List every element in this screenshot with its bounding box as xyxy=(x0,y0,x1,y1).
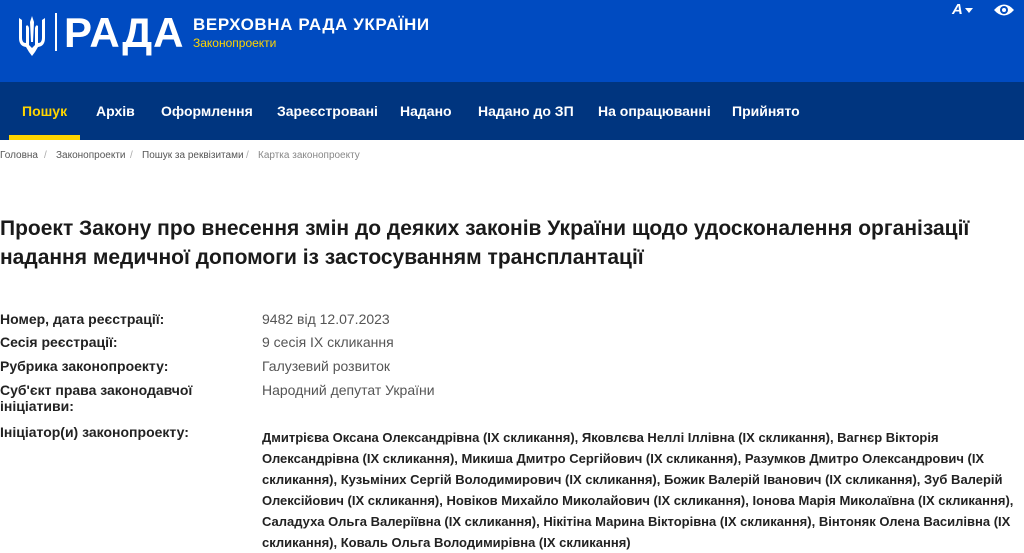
eye-icon[interactable] xyxy=(993,2,1015,18)
field-value-subject: Народний депутат України xyxy=(262,382,435,398)
logo-divider xyxy=(55,13,57,51)
nav-item-drafting[interactable]: Оформлення xyxy=(161,103,253,119)
nav-item-in-progress[interactable]: На опрацюванні xyxy=(598,103,711,119)
nav-item-registered[interactable]: Зареєстровані xyxy=(277,103,378,119)
breadcrumb-separator: / xyxy=(246,150,249,161)
trident-icon[interactable] xyxy=(17,14,47,56)
field-value-rubric: Галузевий розвиток xyxy=(262,358,391,374)
field-label-subject: Суб'єкт права законодавчої ініціативи: xyxy=(0,382,193,414)
page-title: Проект Закону про внесення змін до деяких законів України щодо удосконалення організації надання медичної допомоги із застосуванням трансплантації xyxy=(0,217,970,269)
main-nav xyxy=(0,82,1024,140)
field-value-initiators[interactable]: Дмитрієва Оксана Олександрівна (IX скликання), Яковлєва Неллі Іллівна (IX скликання), Вагнєр Вікторія Олександрівна (IX скликання), Микиша Дмитро Сергійович (IX скликання), Разумков Дмитро Олександрович (IX скликання), Кузьміних Сергій Володимирович (IX скликання), Божик Валерій Іванович (IX скликання), Зуб Валерій Олексійович (IX скликання), Новіков Михайло Миколайович (IX скликання), Іонова Марія Миколаївна (IX скликання), Саладуха Ольга Валеріївна (IX скликання), Нікітіна Марина Вікторівна (IX скликання), Вінтоняк Олена Василівна (IX скликання), Коваль Ольга Володимирівна (IX скликання) xyxy=(262,430,1014,550)
breadcrumb-bills[interactable]: Законопроекти xyxy=(56,150,126,161)
breadcrumb-home[interactable]: Головна xyxy=(0,150,38,161)
site-subtitle[interactable]: Законопроекти xyxy=(193,36,277,50)
breadcrumb-search[interactable]: Пошук за реквізитами xyxy=(142,150,244,161)
nav-item-submitted[interactable]: Надано xyxy=(400,103,452,119)
breadcrumb-current: Картка законопроекту xyxy=(258,150,360,161)
field-label-rubric: Рубрика законопроекту: xyxy=(0,358,169,374)
site-title[interactable]: ВЕРХОВНА РАДА УКРАЇНИ xyxy=(193,15,430,34)
nav-item-adopted[interactable]: Прийнято xyxy=(732,103,800,119)
nav-item-submitted-to-zp[interactable]: Надано до ЗП xyxy=(478,103,574,119)
nav-item-search[interactable]: Пошук xyxy=(22,82,67,140)
language-button[interactable] xyxy=(952,0,976,20)
field-label-initiators: Ініціатор(и) законопроекту: xyxy=(0,424,189,440)
caret-down-icon xyxy=(965,8,973,13)
nav-item-archive[interactable]: Архів xyxy=(96,103,135,119)
breadcrumb-separator: / xyxy=(44,150,47,161)
field-label-number: Номер, дата реєстрації: xyxy=(0,311,165,327)
logo-text[interactable]: РАДА xyxy=(64,9,185,56)
site-header xyxy=(0,0,1024,82)
breadcrumb-separator: / xyxy=(130,150,133,161)
language-label: A xyxy=(952,1,963,18)
field-label-session: Сесія реєстрації: xyxy=(0,334,118,350)
field-value-number: 9482 від 12.07.2023 xyxy=(262,311,390,327)
field-value-session: 9 сесія IX скликання xyxy=(262,334,394,350)
